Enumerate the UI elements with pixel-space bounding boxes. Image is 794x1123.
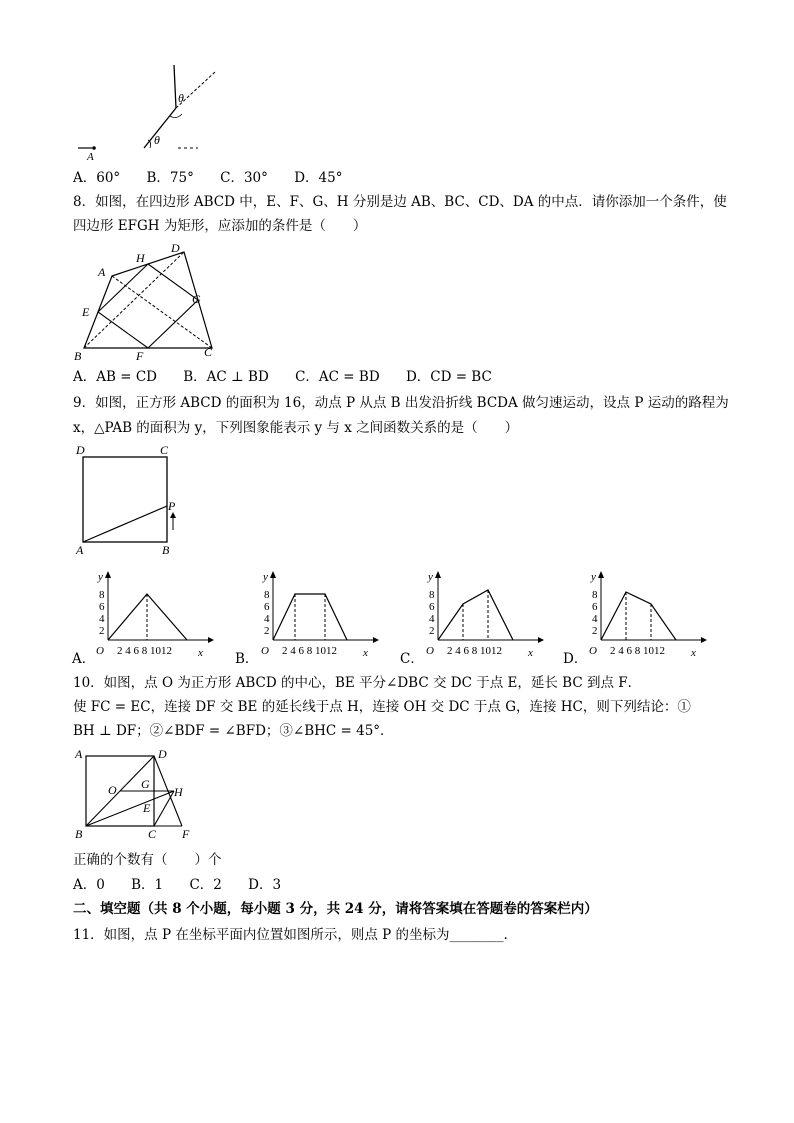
svg-text:x: x (528, 647, 533, 659)
q9-figure (70, 440, 190, 560)
q7-option-a[interactable]: A．60° (73, 170, 121, 186)
q8-option-b[interactable]: B．AC ⊥ BD (183, 369, 269, 385)
q8-options (73, 368, 514, 386)
q9-label-P: P (168, 499, 176, 513)
q8-label-A: A (98, 265, 106, 279)
q10-stem-line4: 正确的个数有（ ）个 (73, 852, 222, 868)
q10-option-a[interactable]: A．0 (73, 877, 105, 893)
q9-graph-label-c[interactable]: C． (400, 651, 424, 667)
svg-text:O: O (261, 645, 269, 657)
q8-label-G: G (192, 292, 201, 306)
q8-stem-line2: 四边形 EFGH 为矩形，应添加的条件是（ ） (73, 218, 367, 234)
svg-text:6: 6 (429, 601, 435, 613)
q9-graph-label-b[interactable]: B． (235, 651, 259, 667)
q10-label-D: D (158, 747, 167, 761)
svg-text:2 4 6 8 1012: 2 4 6 8 1012 (117, 645, 172, 657)
q7-options (73, 169, 364, 187)
q10-option-c[interactable]: C．2 (189, 877, 222, 893)
svg-text:2 4 6 8 1012: 2 4 6 8 1012 (447, 645, 502, 657)
q9-graph-c (420, 568, 545, 660)
q9-label-A: A (76, 543, 84, 557)
q8-option-c[interactable]: C．AC = BD (295, 369, 380, 385)
svg-text:y: y (98, 571, 103, 583)
q10-options (73, 876, 303, 894)
q9-graph-d (583, 568, 708, 660)
svg-text:8: 8 (99, 589, 105, 601)
q8-label-F: F (136, 349, 144, 363)
q7-label-theta1: θ (178, 91, 184, 105)
svg-text:8: 8 (429, 589, 435, 601)
q10-label-O: O (108, 783, 117, 797)
q9-label-C: C (160, 443, 169, 457)
svg-text:x: x (691, 647, 696, 659)
q8-stem-line1: 8．如图，在四边形 ABCD 中，E、F、G、H 分别是边 AB、BC、CD、DA 的中点．请你添加一个条件，使 (73, 194, 727, 210)
svg-text:6: 6 (99, 601, 105, 613)
q10-label-B: B (75, 827, 83, 841)
svg-text:4: 4 (264, 613, 270, 625)
q11-stem: 11．如图，点 P 在坐标平面内位置如图所示，则点 P 的坐标为________. (73, 927, 508, 943)
svg-text:x: x (363, 647, 368, 659)
q9-graph-b (255, 568, 380, 660)
svg-text:y: y (591, 571, 596, 583)
svg-text:2: 2 (99, 625, 105, 637)
svg-text:2: 2 (264, 625, 270, 637)
q8-label-E: E (82, 305, 90, 319)
q7-label-theta2: θ (154, 133, 160, 147)
q10-stem-line1: 10．如图，点 O 为正方形 ABCD 的中心，BE 平分∠DBC 交 DC 于点 E，延长 BC 到点 F． (73, 675, 642, 691)
svg-text:x: x (198, 647, 203, 659)
q8-label-B: B (74, 349, 82, 363)
q7-option-b[interactable]: B．75° (146, 170, 194, 186)
q10-label-F: F (182, 827, 190, 841)
svg-text:8: 8 (592, 589, 598, 601)
svg-text:4: 4 (429, 613, 435, 625)
q9-graph-a (90, 568, 215, 660)
svg-text:6: 6 (592, 601, 598, 613)
q9-label-D: D (76, 443, 85, 457)
q8-label-C: C (204, 345, 213, 359)
svg-text:O: O (426, 645, 434, 657)
q10-stem-line3: BH ⊥ DF；②∠BDF = ∠BFD；③∠BHC = 45°． (73, 723, 394, 739)
svg-text:2 4 6 8 1012: 2 4 6 8 1012 (610, 645, 665, 657)
q10-label-A: A (75, 747, 83, 761)
svg-text:y: y (263, 571, 268, 583)
section2-heading: 二、填空题（共 8 个小题，每小题 3 分，共 24 分，请将答案填在答题卷的答案栏内） (73, 901, 598, 917)
q9-graph-label-d[interactable]: D． (563, 651, 588, 667)
q10-option-d[interactable]: D．3 (248, 877, 282, 893)
q10-label-G: G (141, 777, 150, 791)
svg-text:y: y (428, 571, 433, 583)
svg-text:4: 4 (99, 613, 105, 625)
q8-figure (70, 238, 230, 363)
q10-label-E: E (143, 801, 151, 815)
q7-figure (70, 60, 230, 165)
svg-text:2: 2 (429, 625, 435, 637)
svg-text:6: 6 (264, 601, 270, 613)
q9-graph-label-a[interactable]: A． (72, 651, 96, 667)
svg-text:4: 4 (592, 613, 598, 625)
q8-label-D: D (171, 241, 180, 255)
svg-text:2: 2 (592, 625, 598, 637)
q9-stem-line1: 9．如图，正方形 ABCD 的面积为 16，动点 P 从点 B 出发沿折线 BCDA 做匀速运动，设点 P 运动的路程为 (73, 395, 729, 411)
q10-label-C: C (148, 827, 157, 841)
q9-label-B: B (162, 543, 170, 557)
svg-text:O: O (589, 645, 597, 657)
svg-text:2 4 6 8 1012: 2 4 6 8 1012 (282, 645, 337, 657)
q7-option-d[interactable]: D．45° (294, 170, 343, 186)
q8-option-d[interactable]: D．CD = BC (405, 369, 492, 385)
q7-option-c[interactable]: C．30° (220, 170, 268, 186)
svg-text:8: 8 (264, 589, 270, 601)
q7-label-A: A (87, 151, 94, 163)
q8-label-H: H (136, 251, 145, 265)
q10-stem-line2: 使 FC = EC，连接 DF 交 BE 的延长线于点 H，连接 OH 交 DC 于点 G，连接 HC，则下列结论：① (73, 699, 691, 715)
svg-text:O: O (96, 645, 104, 657)
q10-label-H: H (174, 785, 183, 799)
q9-stem-line2: x，△PAB 的面积为 y，下列图象能表示 y 与 x 之间函数关系的是（ ） (73, 420, 519, 436)
q10-figure (70, 744, 200, 844)
q8-option-a[interactable]: A．AB = CD (73, 369, 157, 385)
q10-option-b[interactable]: B．1 (131, 877, 164, 893)
